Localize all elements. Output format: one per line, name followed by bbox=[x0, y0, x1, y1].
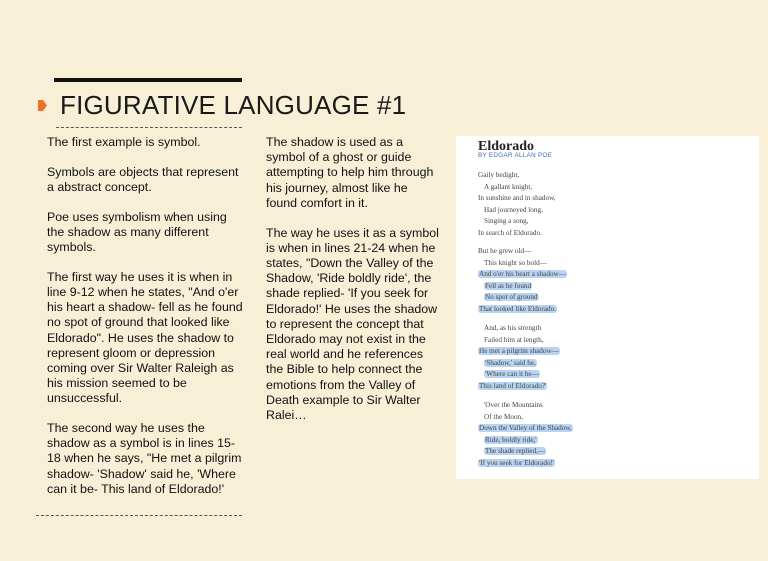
poem-stanza bbox=[478, 400, 573, 469]
poem-line: In search of Eldorado. bbox=[478, 228, 542, 237]
poem-line: This knight so bold— bbox=[484, 258, 547, 267]
poem-stanza bbox=[478, 170, 556, 239]
poem-line-highlighted: 'Where can it be— bbox=[485, 370, 539, 378]
slide-title: FIGURATIVE LANGUAGE #1 bbox=[60, 90, 407, 120]
paragraph: Poe uses symbolism when using the shadow as many different symbols. bbox=[47, 209, 227, 255]
poem-line: Failed him at length, bbox=[484, 335, 544, 344]
poem-line-highlighted: Down the Valley of the Shadow, bbox=[479, 424, 572, 432]
poem-line: In sunshine and in shadow, bbox=[478, 194, 556, 202]
bottom-dashed-divider bbox=[36, 515, 242, 516]
poem-line-highlighted: That looked like Eldorado. bbox=[479, 304, 557, 313]
title-bullet-icon bbox=[38, 100, 47, 111]
paragraph: The shadow is used as a symbol of a ghost or guide attempting to help him through his journey, almost like he found comfort in it. bbox=[266, 135, 434, 210]
poem-line-highlighted: 'Shadow,' said he, bbox=[485, 358, 536, 367]
poem-author: BY EDGAR ALLAN POE bbox=[478, 152, 553, 159]
poem-line-highlighted: 'If you seek for Eldorado!' bbox=[479, 458, 555, 467]
poem-line-highlighted: Fell as he found bbox=[485, 281, 532, 290]
poem-line: A gallant knight, bbox=[484, 182, 533, 191]
poem-line-highlighted: This land of Eldorado?' bbox=[479, 381, 547, 390]
title-top-rule bbox=[54, 78, 242, 82]
right-text-column bbox=[266, 135, 442, 438]
poem-line-highlighted: Ride, boldly ride,' bbox=[485, 435, 537, 444]
poem-image bbox=[456, 136, 759, 479]
poem-line-highlighted: The shade replied,— bbox=[485, 447, 546, 455]
poem-line-highlighted: No spot of ground bbox=[485, 293, 538, 301]
paragraph: The way he uses it as a symbol is when in lines 21-24 when he states, "Down the Valley of the Shadow, 'Ride boldly ride', the shade replied- 'If you seek for Eldorado!' He uses the shadow to represent the concept that Eldorado may not exist in the real world and he references the Bible to help connect the emotions from the Valley of Death example to Sir Walter Ralei… bbox=[266, 225, 439, 422]
poem-line: Gaily bedight, bbox=[478, 171, 520, 179]
poem-line: Had journeyed long, bbox=[484, 205, 543, 214]
poem-stanza bbox=[478, 246, 567, 315]
poem-line: 'Over the Mountains bbox=[484, 401, 543, 409]
paragraph: Symbols are objects that represent a abstract concept. bbox=[47, 164, 239, 194]
paragraph: The first example is symbol. bbox=[47, 135, 201, 149]
poem-line: Of the Moon, bbox=[484, 412, 523, 421]
paragraph: The first way he uses it is when in line 9-12 when he states, "And o'er his heart a shadow- fell as he found no spot of ground that looked like Eldorado". He uses the shadow to represent gloom or depression coming over Sir Walter Raleigh as his mission seemed to be unsuccessful. bbox=[47, 269, 243, 406]
poem-stanza bbox=[478, 323, 560, 392]
poem-line: And, as his strength bbox=[484, 324, 542, 332]
paragraph: The second way he uses the shadow as a symbol is in lines 15-18 when he says, "He met a pilgrim shadow- 'Shadow' said he, 'Where can it be- This land of Eldorado!' bbox=[47, 421, 242, 496]
poem-line: But he grew old— bbox=[478, 247, 532, 255]
poem-line-highlighted: And o'er his heart a shadow— bbox=[479, 270, 566, 278]
left-text-column bbox=[47, 135, 245, 512]
title-dashed-divider bbox=[56, 127, 242, 128]
poem-title: Eldorado bbox=[478, 139, 535, 154]
poem-line-highlighted: He met a pilgrim shadow— bbox=[479, 347, 559, 355]
poem-line: Singing a song, bbox=[484, 217, 529, 225]
